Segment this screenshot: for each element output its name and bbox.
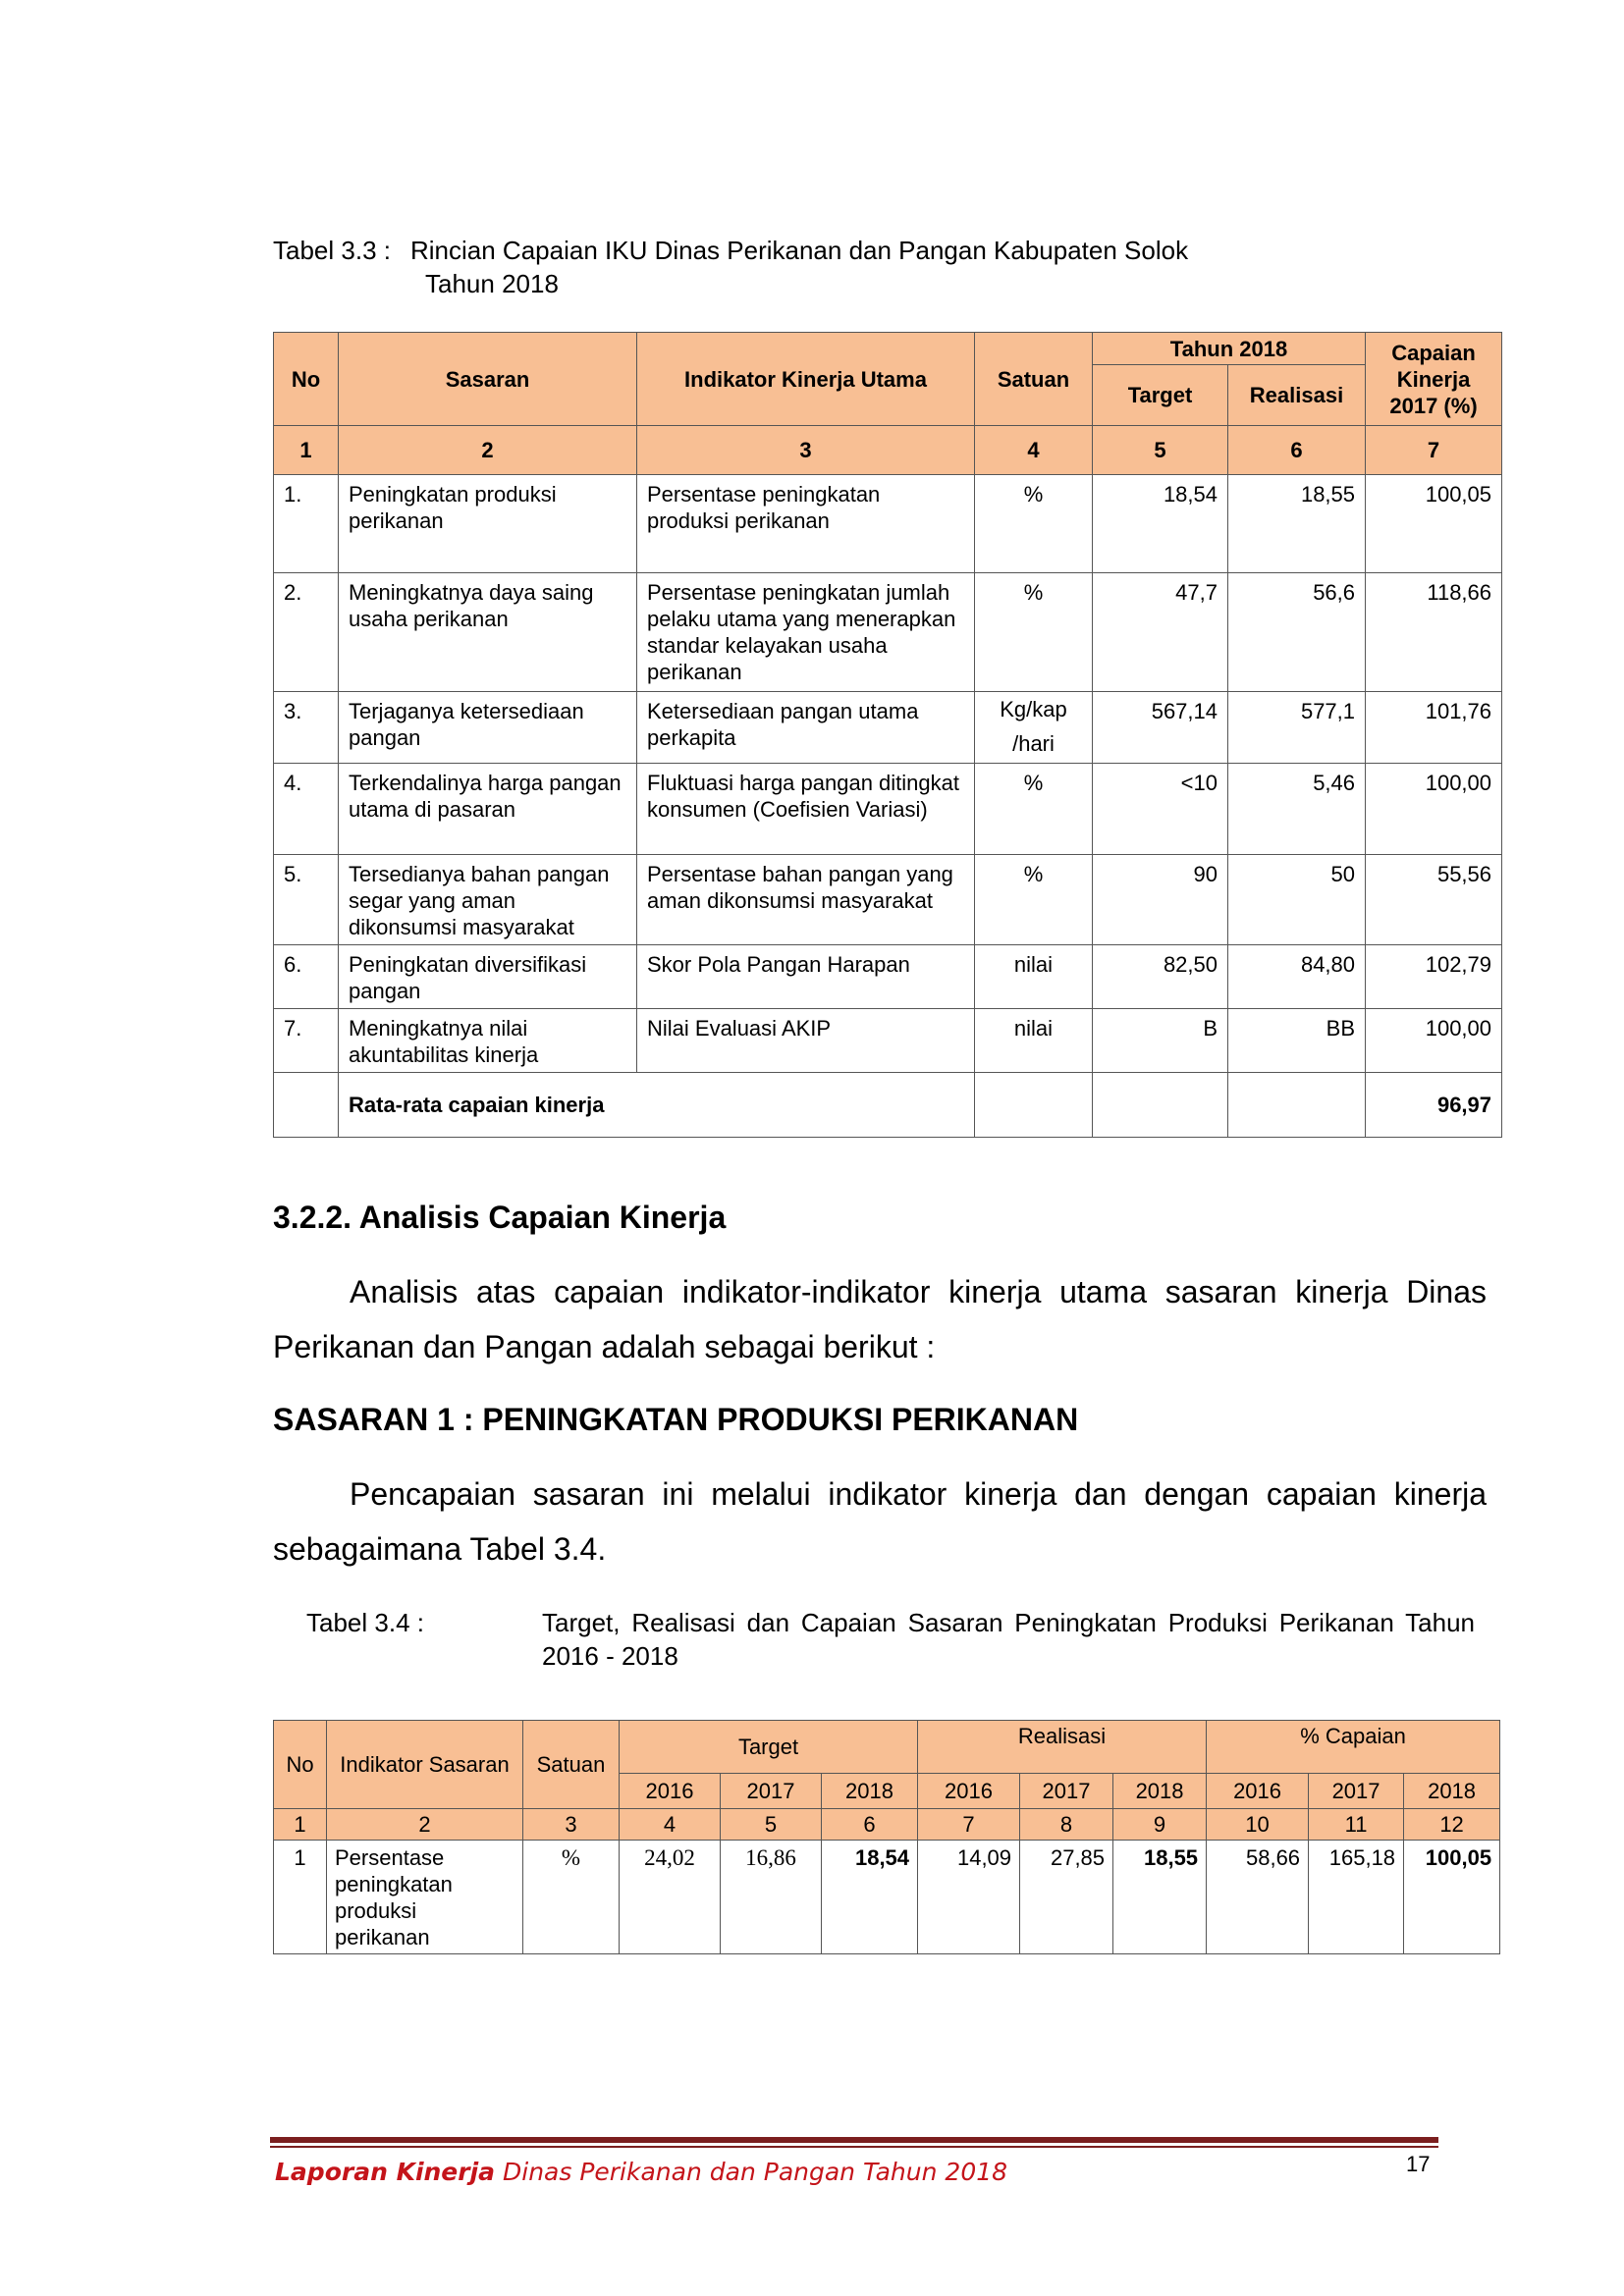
t2-col-number: 1 bbox=[274, 1809, 327, 1841]
t2-col-number: 5 bbox=[721, 1809, 822, 1841]
sasaran-heading: SASARAN 1 : PENINGKATAN PRODUKSI PERIKANAN bbox=[273, 1402, 1079, 1437]
cell-sasaran: Peningkatan diversifikasi pangan bbox=[339, 945, 637, 1009]
t2-cell-realisasi-2017: 27,85 bbox=[1020, 1841, 1113, 1954]
t2-header-target: Target bbox=[620, 1721, 918, 1774]
table-row bbox=[274, 475, 1502, 573]
average-label: Rata-rata capaian kinerja bbox=[339, 1073, 975, 1138]
t2-cell-capaian-2018: 100,05 bbox=[1404, 1841, 1500, 1954]
t2-year: 2017 bbox=[721, 1774, 822, 1809]
t2-cell-realisasi-2016: 14,09 bbox=[918, 1841, 1020, 1954]
col-number: 1 bbox=[274, 426, 339, 475]
t2-cell-indikator: Persentase peningkatan produksi perikanan bbox=[327, 1841, 523, 1954]
cell-realisasi: 18,55 bbox=[1228, 475, 1366, 573]
header-target: Target bbox=[1093, 365, 1228, 426]
table-row bbox=[274, 573, 1502, 692]
table-3-4-caption bbox=[306, 1606, 1475, 1673]
cell-sasaran: Tersedianya bahan pangan segar yang aman dikonsumsi masyarakat bbox=[339, 855, 637, 945]
cell-satuan: nilai bbox=[975, 1009, 1093, 1073]
table-3-4-label: Tabel 3.4 : bbox=[306, 1608, 424, 1637]
cell-sasaran: Terjaganya ketersediaan pangan bbox=[339, 692, 637, 764]
cell-no: 7. bbox=[274, 1009, 339, 1073]
cell-iku: Persentase bahan pangan yang aman dikonsumsi masyarakat bbox=[637, 855, 975, 945]
cell-empty bbox=[1228, 1073, 1366, 1138]
cell-target: 18,54 bbox=[1093, 475, 1228, 573]
t2-cell-target-2017: 16,86 bbox=[721, 1841, 822, 1954]
paragraph-analysis bbox=[273, 1264, 1487, 1374]
t2-col-number: 7 bbox=[918, 1809, 1020, 1841]
header-sasaran: Sasaran bbox=[339, 333, 637, 426]
t2-col-number: 12 bbox=[1404, 1809, 1500, 1841]
cell-no: 3. bbox=[274, 692, 339, 764]
cell-capaian: 100,00 bbox=[1366, 1009, 1502, 1073]
t2-year: 2018 bbox=[1404, 1774, 1500, 1809]
cell-satuan: % bbox=[975, 573, 1093, 692]
t2-year: 2016 bbox=[1207, 1774, 1309, 1809]
footer-title-bold: Laporan Kinerja bbox=[275, 2158, 496, 2186]
t2-cell-no: 1 bbox=[274, 1841, 327, 1954]
cell-realisasi: 5,46 bbox=[1228, 764, 1366, 855]
cell-realisasi: 84,80 bbox=[1228, 945, 1366, 1009]
col-number: 6 bbox=[1228, 426, 1366, 475]
average-value: 96,97 bbox=[1366, 1073, 1502, 1138]
table-row bbox=[274, 855, 1502, 945]
col-number: 2 bbox=[339, 426, 637, 475]
cell-no: 4. bbox=[274, 764, 339, 855]
cell-sasaran: Meningkatnya nilai akuntabilitas kinerja bbox=[339, 1009, 637, 1073]
section-heading: 3.2.2. Analisis Capaian Kinerja bbox=[273, 1200, 727, 1235]
table-3-3-caption bbox=[273, 234, 1188, 300]
t2-cell-target-2018: 18,54 bbox=[822, 1841, 918, 1954]
cell-iku: Persentase peningkatan produksi perikanan bbox=[637, 475, 975, 573]
header-satuan: Satuan bbox=[975, 333, 1093, 426]
cell-iku: Nilai Evaluasi AKIP bbox=[637, 1009, 975, 1073]
t2-year: 2018 bbox=[822, 1774, 918, 1809]
col-number: 4 bbox=[975, 426, 1093, 475]
header-iku: Indikator Kinerja Utama bbox=[637, 333, 975, 426]
t2-col-number: 3 bbox=[523, 1809, 620, 1841]
table-row bbox=[274, 764, 1502, 855]
cell-target: 82,50 bbox=[1093, 945, 1228, 1009]
paragraph-sasaran-text: Pencapaian sasaran ini melalui indikator kinerja dan dengan capaian kinerja sebagaimana Tabel 3.4. bbox=[273, 1476, 1487, 1567]
cell-no: 1. bbox=[274, 475, 339, 573]
table-3-4-title: Target, Realisasi dan Capaian Sasaran Peningkatan Produksi Perikanan Tahun 2016 - 2018 bbox=[542, 1608, 1475, 1671]
t2-year: 2017 bbox=[1020, 1774, 1113, 1809]
t2-header-indikator: Indikator Sasaran bbox=[327, 1721, 523, 1809]
cell-empty bbox=[975, 1073, 1093, 1138]
cell-capaian: 100,05 bbox=[1366, 475, 1502, 573]
header-capaian-line1: Capaian bbox=[1391, 340, 1476, 365]
table-3-3-label: Tabel 3.3 : bbox=[273, 236, 391, 265]
header-capaian bbox=[1366, 333, 1502, 426]
paragraph-analysis-text: Analisis atas capaian indikator-indikator kinerja utama sasaran kinerja Dinas Perikanan dan Pangan adalah sebagai berikut : bbox=[273, 1274, 1487, 1364]
cell-empty bbox=[274, 1073, 339, 1138]
t2-cell-capaian-2016: 58,66 bbox=[1207, 1841, 1309, 1954]
cell-sasaran: Meningkatnya daya saing usaha perikanan bbox=[339, 573, 637, 692]
cell-satuan: % bbox=[975, 475, 1093, 573]
cell-iku: Fluktuasi harga pangan ditingkat konsumen (Coefisien Variasi) bbox=[637, 764, 975, 855]
t2-col-number: 4 bbox=[620, 1809, 721, 1841]
header-realisasi: Realisasi bbox=[1228, 365, 1366, 426]
t2-header-capaian: % Capaian bbox=[1207, 1721, 1500, 1774]
cell-no: 2. bbox=[274, 573, 339, 692]
cell-iku: Ketersediaan pangan utama perkapita bbox=[637, 692, 975, 764]
cell-no: 5. bbox=[274, 855, 339, 945]
t2-year: 2016 bbox=[918, 1774, 1020, 1809]
cell-target: 90 bbox=[1093, 855, 1228, 945]
t2-col-number: 10 bbox=[1207, 1809, 1309, 1841]
cell-satuan: nilai bbox=[975, 945, 1093, 1009]
t2-cell-target-2016: 24,02 bbox=[620, 1841, 721, 1954]
col-number: 7 bbox=[1366, 426, 1502, 475]
cell-satuan: % bbox=[975, 764, 1093, 855]
cell-iku: Persentase peningkatan jumlah pelaku utama yang menerapkan standar kelayakan usaha perikanan bbox=[637, 573, 975, 692]
t2-header-satuan: Satuan bbox=[523, 1721, 620, 1809]
cell-target: <10 bbox=[1093, 764, 1228, 855]
table-row bbox=[274, 692, 1502, 764]
t2-header-no: No bbox=[274, 1721, 327, 1809]
t2-col-number: 11 bbox=[1309, 1809, 1404, 1841]
footer-rule-thin bbox=[270, 2146, 1438, 2148]
table-3-3-title-line1: Rincian Capaian IKU Dinas Perikanan dan Pangan Kabupaten Solok bbox=[410, 236, 1189, 265]
table-3-3 bbox=[273, 332, 1502, 1138]
footer-title-rest: Dinas Perikanan dan Pangan Tahun 2018 bbox=[495, 2158, 1008, 2186]
table-row bbox=[274, 1009, 1502, 1073]
col-number: 3 bbox=[637, 426, 975, 475]
header-no: No bbox=[274, 333, 339, 426]
t2-col-number: 6 bbox=[822, 1809, 918, 1841]
cell-target: B bbox=[1093, 1009, 1228, 1073]
cell-satuan: Kg/kap /hari bbox=[975, 692, 1093, 764]
cell-capaian: 55,56 bbox=[1366, 855, 1502, 945]
t2-col-number: 2 bbox=[327, 1809, 523, 1841]
t2-year: 2018 bbox=[1113, 1774, 1207, 1809]
header-capaian-line3: 2017 (%) bbox=[1389, 393, 1478, 418]
cell-empty bbox=[1093, 1073, 1228, 1138]
t2-year: 2017 bbox=[1309, 1774, 1404, 1809]
cell-target: 567,14 bbox=[1093, 692, 1228, 764]
t2-col-number: 8 bbox=[1020, 1809, 1113, 1841]
t2-year: 2016 bbox=[620, 1774, 721, 1809]
t2-cell-realisasi-2018: 18,55 bbox=[1113, 1841, 1207, 1954]
cell-satuan: % bbox=[975, 855, 1093, 945]
cell-sasaran: Terkendalinya harga pangan utama di pasaran bbox=[339, 764, 637, 855]
header-tahun: Tahun 2018 bbox=[1093, 333, 1366, 365]
cell-capaian: 102,79 bbox=[1366, 945, 1502, 1009]
t2-cell-satuan: % bbox=[523, 1841, 620, 1954]
cell-realisasi: 577,1 bbox=[1228, 692, 1366, 764]
cell-sasaran: Peningkatan produksi perikanan bbox=[339, 475, 637, 573]
t2-header-realisasi: Realisasi bbox=[918, 1721, 1207, 1774]
cell-realisasi: BB bbox=[1228, 1009, 1366, 1073]
page-number: 17 bbox=[1406, 2152, 1431, 2176]
table-3-4 bbox=[273, 1720, 1500, 1954]
paragraph-sasaran bbox=[273, 1467, 1487, 1576]
cell-capaian: 100,00 bbox=[1366, 764, 1502, 855]
t2-col-number: 9 bbox=[1113, 1809, 1207, 1841]
cell-capaian: 101,76 bbox=[1366, 692, 1502, 764]
average-row bbox=[274, 1073, 1502, 1138]
cell-capaian: 118,66 bbox=[1366, 573, 1502, 692]
cell-realisasi: 50 bbox=[1228, 855, 1366, 945]
cell-iku: Skor Pola Pangan Harapan bbox=[637, 945, 975, 1009]
cell-no: 6. bbox=[274, 945, 339, 1009]
cell-target: 47,7 bbox=[1093, 573, 1228, 692]
cell-realisasi: 56,6 bbox=[1228, 573, 1366, 692]
t2-cell-capaian-2017: 165,18 bbox=[1309, 1841, 1404, 1954]
table-row bbox=[274, 1841, 1500, 1954]
header-capaian-line2: Kinerja bbox=[1396, 366, 1471, 392]
table-3-3-title-line2: Tahun 2018 bbox=[425, 269, 559, 298]
col-number: 5 bbox=[1093, 426, 1228, 475]
footer-title bbox=[275, 2158, 1007, 2186]
footer-rule bbox=[270, 2137, 1438, 2143]
table-row bbox=[274, 945, 1502, 1009]
